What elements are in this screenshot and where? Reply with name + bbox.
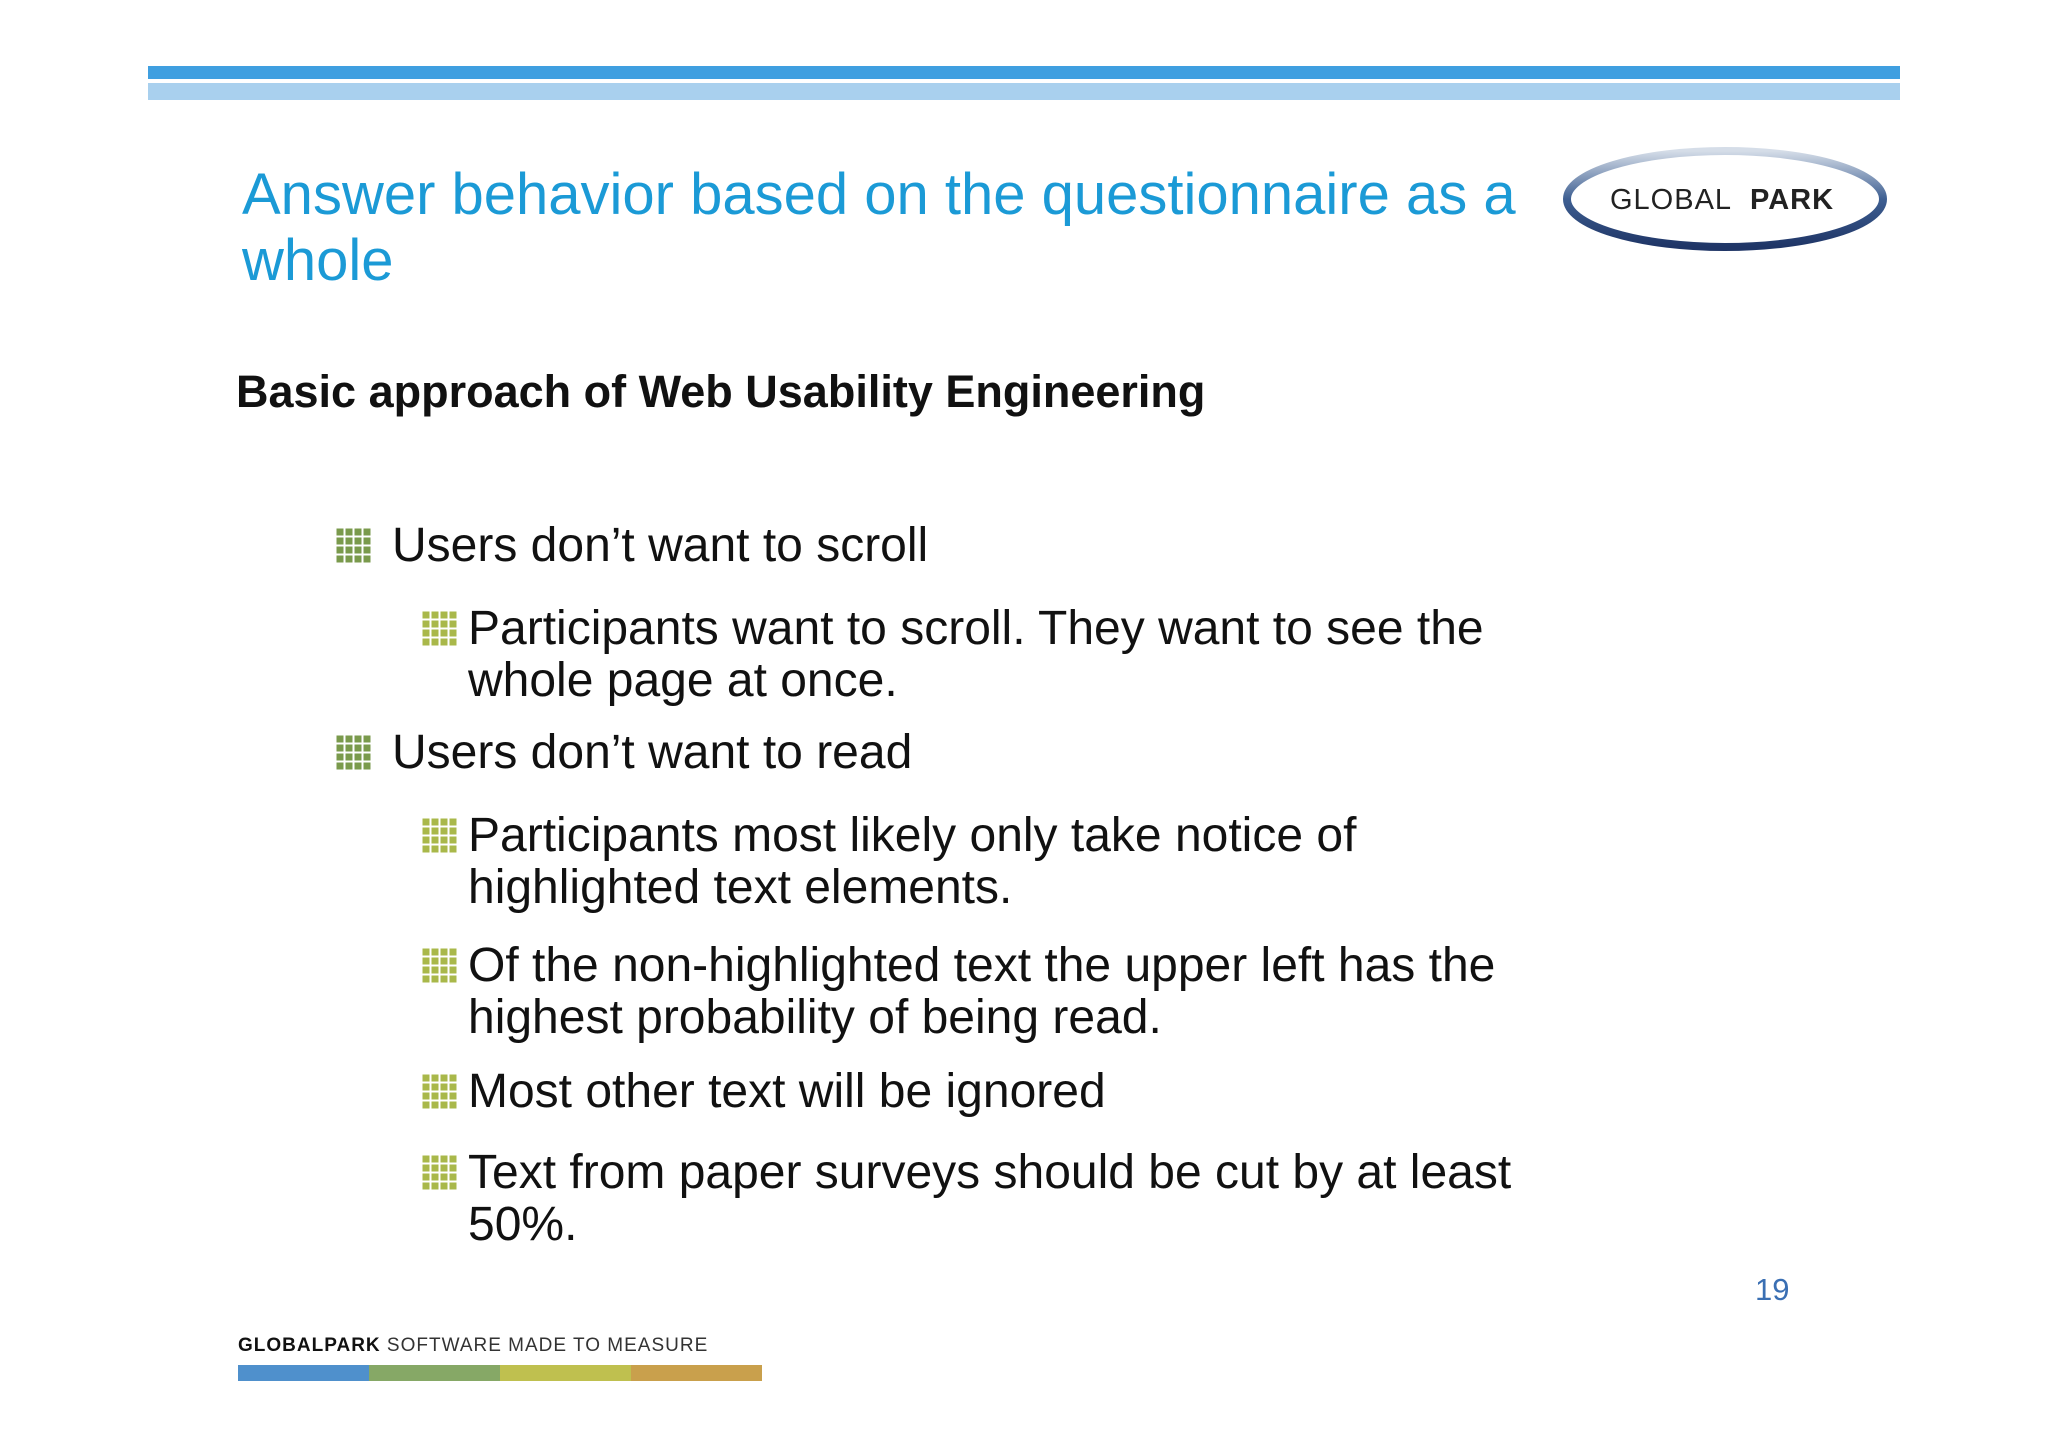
bullet-text: Text from paper surveys should be cut by at least 50%.: [468, 1146, 1512, 1251]
grid-bullet-icon: [422, 948, 458, 984]
top-accent-bar: [148, 66, 1900, 79]
bullet-text: Most other text will be ignored: [468, 1065, 1106, 1118]
sub-bullet-item: [422, 1066, 1572, 1118]
sub-bullet-item: [422, 603, 1572, 707]
slide-title: Answer behavior based on the questionnaire as a whole: [242, 162, 1516, 293]
grid-bullet-icon: [336, 528, 372, 564]
color-strip-segment: [500, 1365, 631, 1381]
bullet-text: Users don’t want to scroll: [392, 519, 929, 572]
footer-brand-name: GLOBALPARK: [238, 1335, 381, 1356]
page-number: 19: [1755, 1272, 1790, 1307]
footer-color-strip: [238, 1365, 762, 1381]
logo-text-light: GLOBAL: [1610, 184, 1733, 216]
color-strip-segment: [369, 1365, 500, 1381]
sub-bullet-item: [422, 1147, 1572, 1251]
grid-bullet-icon: [422, 1074, 458, 1110]
logo-text-bold: PARK: [1750, 184, 1835, 216]
bullet-text: Participants most likely only take notice of highlighted text elements.: [468, 809, 1357, 914]
bullet-item: [336, 520, 928, 572]
footer-tagline: SOFTWARE MADE TO MEASURE: [386, 1335, 709, 1356]
bullet-text: Participants want to scroll. They want to see the whole page at once.: [468, 602, 1484, 707]
sub-bullet-item: [422, 810, 1572, 914]
slide-subtitle: Basic approach of Web Usability Engineering: [236, 366, 1206, 417]
bullet-text: Of the non-highlighted text the upper left has the highest probability of being read.: [468, 939, 1496, 1044]
grid-bullet-icon: [336, 735, 372, 771]
footer-brand: [238, 1335, 708, 1357]
grid-bullet-icon: [422, 611, 458, 647]
globalpark-logo: [1560, 143, 1890, 255]
grid-bullet-icon: [422, 1155, 458, 1191]
color-strip-segment: [238, 1365, 369, 1381]
bullet-text: Users don’t want to read: [392, 726, 913, 779]
sub-bullet-item: [422, 940, 1572, 1044]
top-accent-bar-light: [148, 83, 1900, 100]
color-strip-segment: [631, 1365, 762, 1381]
grid-bullet-icon: [422, 818, 458, 854]
bullet-item: [336, 727, 912, 779]
